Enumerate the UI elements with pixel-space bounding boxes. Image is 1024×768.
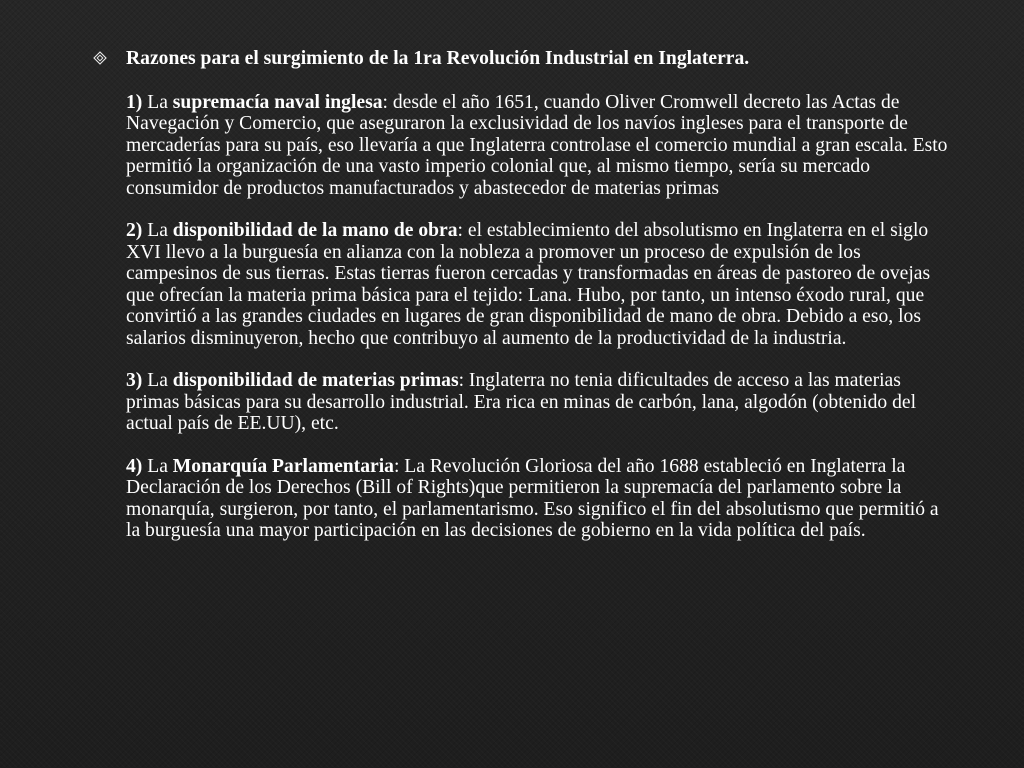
- point-pre: La: [142, 91, 173, 113]
- point-3: [126, 370, 956, 435]
- point-pre: La: [142, 370, 173, 391]
- point-text: : desde el año 1651, cuando Oliver Cromwell decreto las Actas de Navegación y Comercio, que aseguraron la exclusividad de los navíos ingleses para el transporte de mercaderías para su país, eso llevaría a que Inglaterra controlase el comercio mundial a gran escala. Esto permitió la organización de una vasto imperio colonial que, al mismo tiempo, sería su mercado consumidor de productos manufacturados y abastecedor de materias primas: [126, 91, 948, 199]
- point-term: supremacía naval inglesa: [172, 91, 383, 113]
- point-pre: La: [142, 220, 173, 241]
- diamond-bullet-icon: [93, 51, 107, 65]
- point-text: : La Revolución Gloriosa del año 1688 estableció en Inglaterra la Declaración de los Derechos (Bill of Rights)que permitieron la supremacía del parlamento sobre la monarquía, surgieron, por tanto, el parlamentarismo. Eso significo el fin del absolutismo que permitió a la burguesía una mayor participación en las decisiones de gobierno en la vida política del país.: [126, 455, 939, 541]
- point-number: 1): [126, 91, 143, 113]
- point-text: : Inglaterra no tenia dificultades de acceso a las materias primas básicas para su desarrollo industrial. Era rica en minas de carbón, lana, algodón (obtenido del actual país de EE.UU), etc.: [126, 370, 917, 434]
- point-term: Monarquía Parlamentaria: [172, 455, 394, 477]
- slide-heading: Razones para el surgimiento de la 1ra Revolución Industrial en Inglaterra.: [126, 48, 750, 69]
- slide-content: [126, 48, 956, 563]
- point-number: 3): [126, 370, 143, 391]
- point-number: 4): [126, 455, 143, 477]
- point-1: [126, 92, 956, 200]
- point-term: disponibilidad de materias primas: [172, 370, 459, 391]
- point-2: [126, 220, 956, 349]
- point-pre: La: [142, 455, 173, 477]
- point-term: disponibilidad de la mano de obra: [172, 220, 458, 241]
- point-text: : el establecimiento del absolutismo en Inglaterra en el siglo XVI llevo a la burguesía en alianza con la nobleza a promover un proceso de expulsión de los campesinos de sus tierras. Estas tierras fueron cercadas y transformadas en áreas de pastoreo de ovejas que ofrecían la materia prima básica para el tejido: Lana. Hubo, por tanto, un intenso éxodo rural, que convirtió a las grandes ciudades en lugares de gran disponibilidad de mano de obra. Debido a eso, los salarios disminuyeron, hecho que contribuyo al aumento de la productividad de la industria.: [126, 220, 931, 349]
- point-number: 2): [126, 220, 143, 241]
- point-4: [126, 456, 956, 542]
